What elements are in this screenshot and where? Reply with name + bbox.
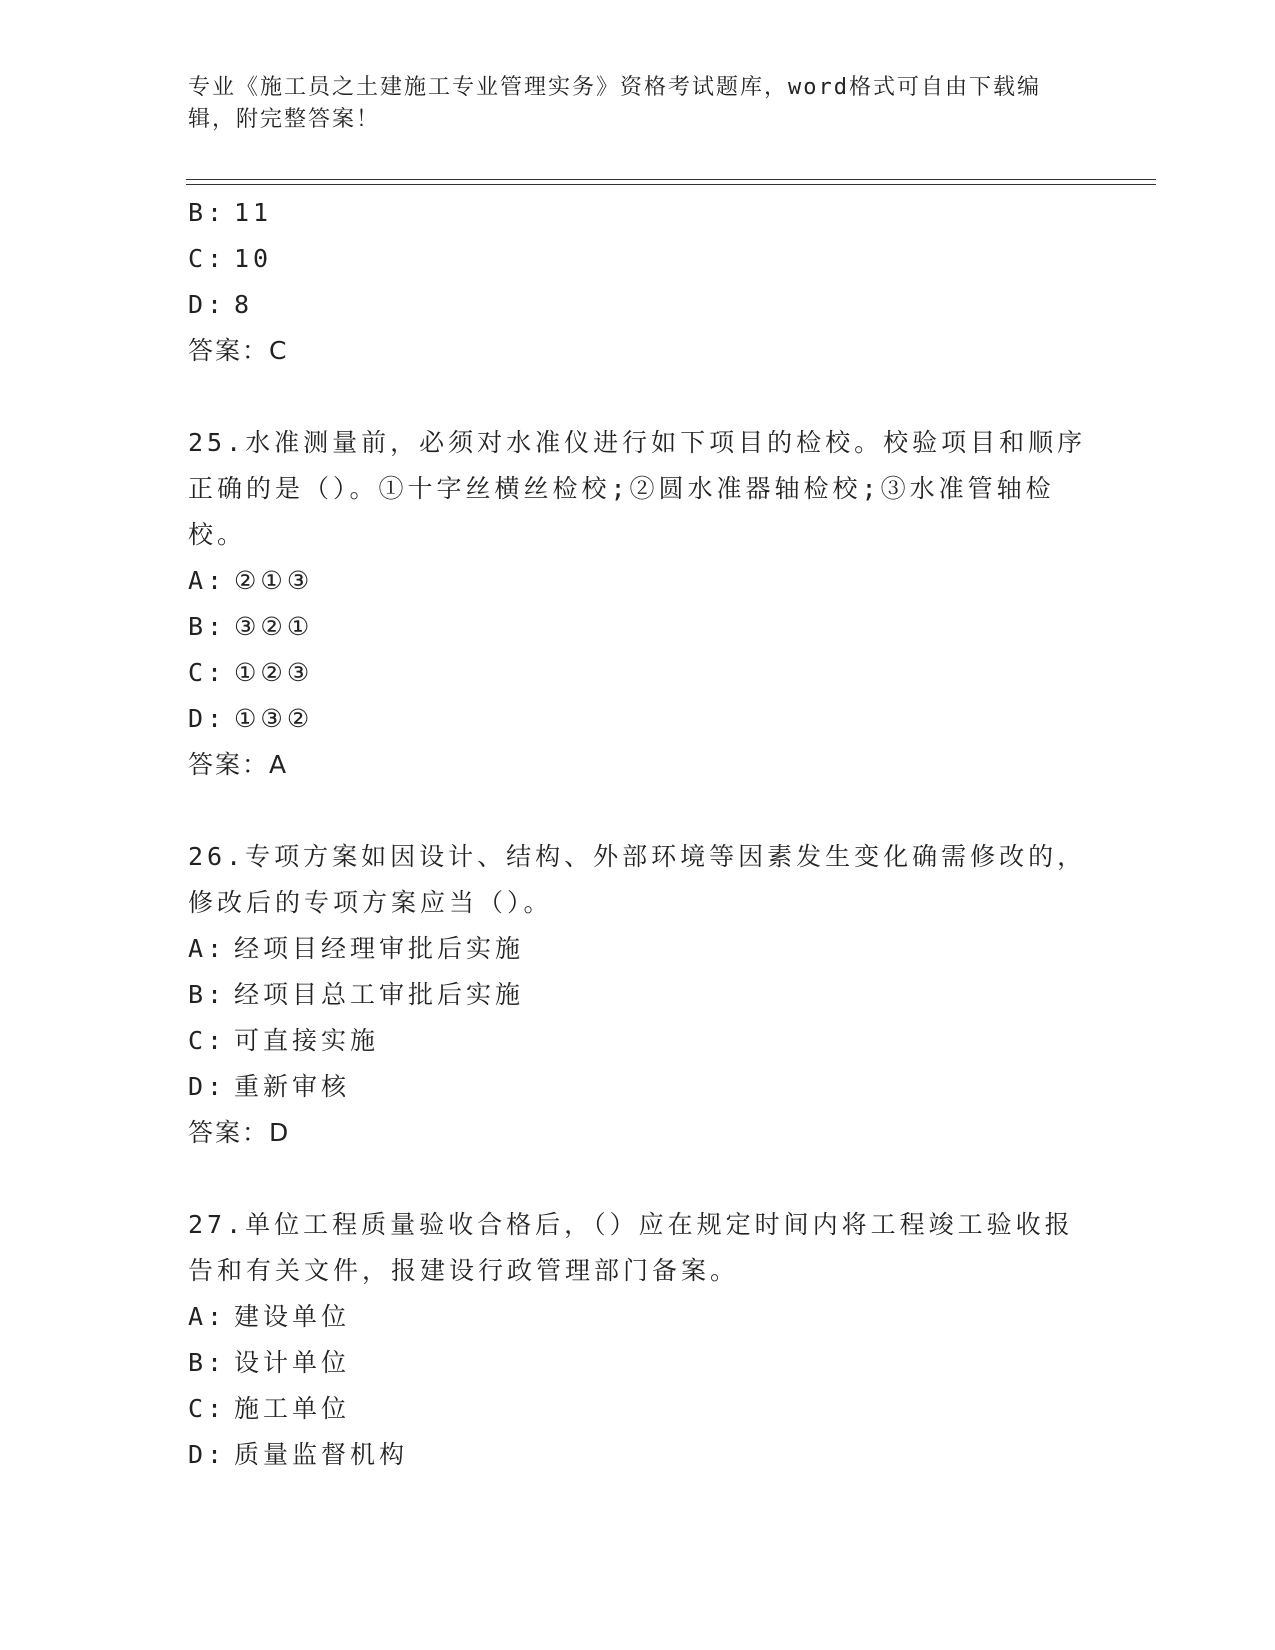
- answer-line: 答案：A: [188, 750, 289, 779]
- option-text: 设计单位: [234, 1348, 351, 1377]
- option-text: 10: [234, 244, 273, 273]
- option-letter: D:: [188, 1072, 227, 1101]
- option-b: [188, 190, 1088, 236]
- question-26: [188, 834, 1088, 1156]
- option-letter: A:: [188, 1302, 227, 1331]
- question-text: [188, 1202, 1088, 1294]
- option-c: [188, 650, 1088, 696]
- question-25: [188, 420, 1088, 788]
- option-text: ①③②: [234, 704, 314, 733]
- option-c: [188, 236, 1088, 282]
- question-text: [188, 420, 1088, 558]
- option-d: [188, 696, 1088, 742]
- option-text: ②①③: [234, 566, 314, 595]
- option-letter: C:: [188, 1394, 227, 1423]
- option-text: 质量监督机构: [234, 1440, 409, 1469]
- question-line: 26.专项方案如因设计、结构、外部环境等因素发生变化确需修改的，: [188, 842, 1087, 871]
- question-text: [188, 834, 1088, 926]
- option-d: [188, 1064, 1088, 1110]
- option-text: 经项目总工审批后实施: [234, 980, 525, 1009]
- option-text: 11: [234, 198, 273, 227]
- option-letter: D:: [188, 1440, 227, 1469]
- option-letter: C:: [188, 1026, 227, 1055]
- option-c: [188, 1386, 1088, 1432]
- option-text: 建设单位: [234, 1302, 351, 1331]
- question-line: 校。: [188, 520, 247, 549]
- option-letter: C:: [188, 658, 227, 687]
- question-27: [188, 1202, 1088, 1478]
- option-b: [188, 972, 1088, 1018]
- option-text: 施工单位: [234, 1394, 351, 1423]
- option-letter: A:: [188, 934, 227, 963]
- question-line: 修改后的专项方案应当（）。: [188, 888, 553, 917]
- answer-line: 答案：C: [188, 336, 289, 365]
- document-header: [188, 72, 1068, 136]
- option-letter: A:: [188, 566, 227, 595]
- header-line-2: 辑，附完整答案！: [188, 107, 381, 132]
- option-d: [188, 282, 1088, 328]
- option-b: [188, 604, 1088, 650]
- option-a: [188, 558, 1088, 604]
- question-line: 正确的是（）。①十字丝横丝检校;②圆水准器轴检校;③水准管轴检: [188, 474, 1055, 503]
- option-text: 可直接实施: [234, 1026, 380, 1055]
- option-letter: B:: [188, 612, 227, 641]
- header-line-1: 专业《施工员之土建施工专业管理实务》资格考试题库，word格式可自由下载编: [188, 75, 1041, 100]
- option-text: 重新审核: [234, 1072, 351, 1101]
- option-letter: C:: [188, 244, 227, 273]
- question-line: 25.水准测量前，必须对水准仪进行如下项目的检校。校验项目和顺序: [188, 428, 1087, 457]
- option-text: ③②①: [234, 612, 314, 641]
- question-line: 告和有关文件，报建设行政管理部门备案。: [188, 1256, 740, 1285]
- option-a: [188, 926, 1088, 972]
- option-text: ①②③: [234, 658, 314, 687]
- option-c: [188, 1018, 1088, 1064]
- option-letter: B:: [188, 980, 227, 1009]
- prev-question: [188, 190, 1088, 374]
- option-letter: D:: [188, 290, 227, 319]
- option-a: [188, 1294, 1088, 1340]
- question-line: 27.单位工程质量验收合格后，（）应在规定时间内将工程竣工验收报: [188, 1210, 1074, 1239]
- option-letter: B:: [188, 198, 227, 227]
- option-d: [188, 1432, 1088, 1478]
- answer-line: 答案：D: [188, 1118, 291, 1147]
- option-text: 8: [234, 290, 254, 319]
- document-body: [188, 190, 1088, 1478]
- option-letter: B:: [188, 1348, 227, 1377]
- option-letter: D:: [188, 704, 227, 733]
- header-divider-top: [186, 179, 1156, 180]
- option-b: [188, 1340, 1088, 1386]
- header-divider-bottom: [186, 184, 1156, 185]
- option-text: 经项目经理审批后实施: [234, 934, 525, 963]
